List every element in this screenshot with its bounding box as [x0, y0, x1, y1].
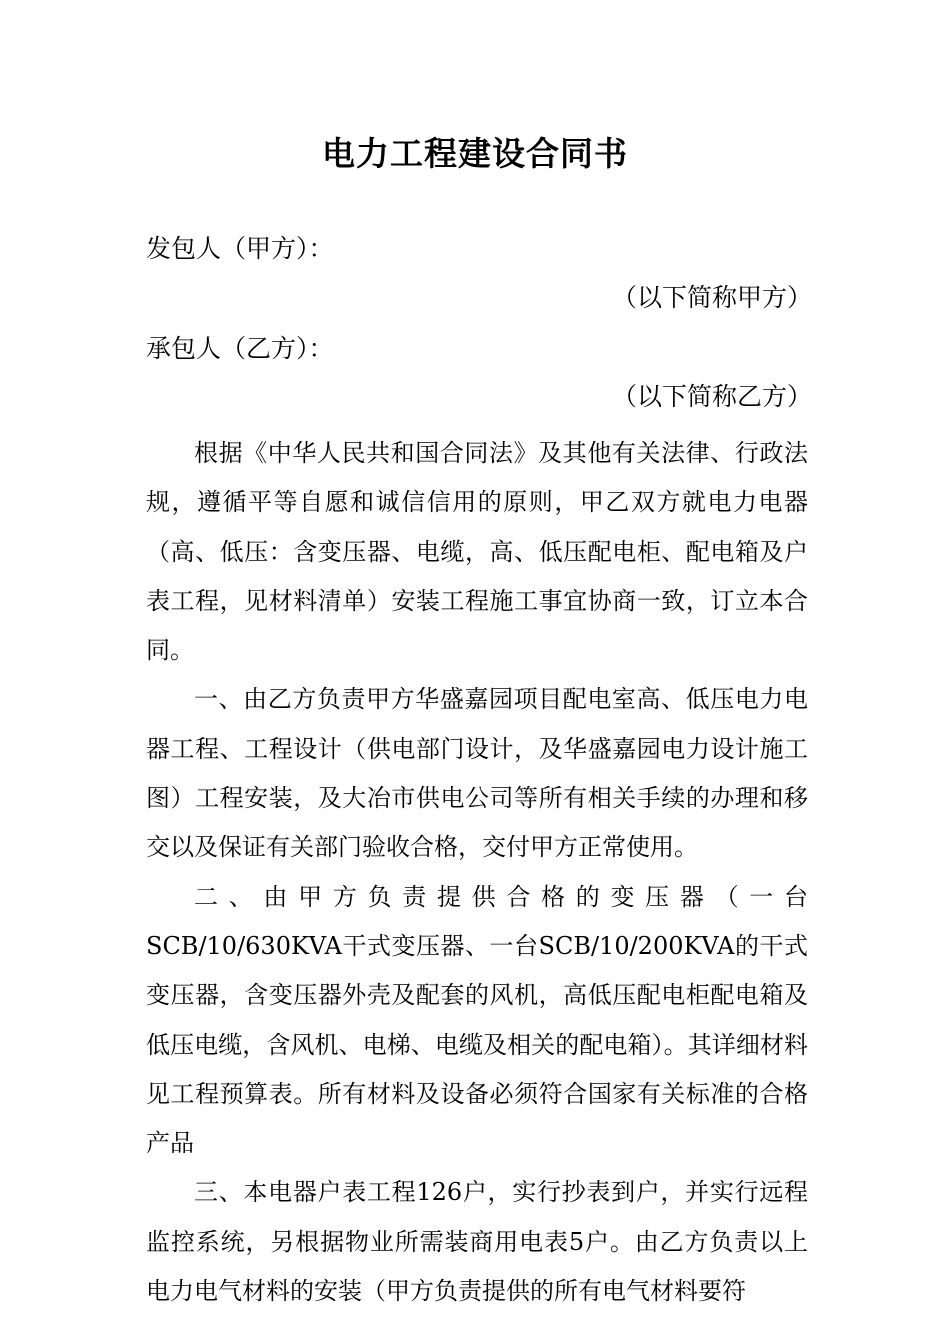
- paragraph-clause-3: 三、本电器户表工程126户，实行抄表到户，并实行远程监控系统，另根据物业所需装商用电表5户。由乙方负责以上电力电气材料的安装（甲方负责提供的所有电气材料要符: [146, 1178, 808, 1306]
- contract-body: [146, 429, 808, 1316]
- document-title: 电力工程建设合同书: [322, 134, 628, 173]
- paragraph-clause-1: 一、由乙方负责甲方华盛嘉园项目配电室高、低压电力电器工程、工程设计（供电部门设计，及华盛嘉园电力设计施工图）工程安装，及大冶市供电公司等所有相关手续的办理和移交以及保证有关部门验收合格，交付甲方正常使用。: [146, 685, 808, 862]
- paragraph-preamble: 根据《中华人民共和国合同法》及其他有关法律、行政法规，遵循平等自愿和诚信信用的原则，甲乙双方就电力电器（高、低压：含变压器、电缆，高、低压配电柜、配电箱及户表工程，见材料清单）安装工程施工事宜协商一致，订立本合同。: [146, 439, 808, 665]
- party-b-label: 承包人（乙方）：: [146, 334, 334, 363]
- paragraph-clause-2: 二、由甲方负责提供合格的变压器（一台SCB/10/630KVA干式变压器、一台SCB/10/200KVA的干式变压器，含变压器外壳及配套的风机，高低压配电柜配电箱及低压电缆，含风机、电梯、电缆及相关的配电箱）。其详细材料见工程预算表。所有材料及设备必须符合国家有关标准的合格产品: [146, 882, 808, 1158]
- party-a-label: 发包人（甲方）：: [146, 234, 334, 263]
- party-b-abbreviation: （以下简称乙方）: [612, 382, 813, 411]
- party-a-abbreviation: （以下简称甲方）: [612, 283, 813, 312]
